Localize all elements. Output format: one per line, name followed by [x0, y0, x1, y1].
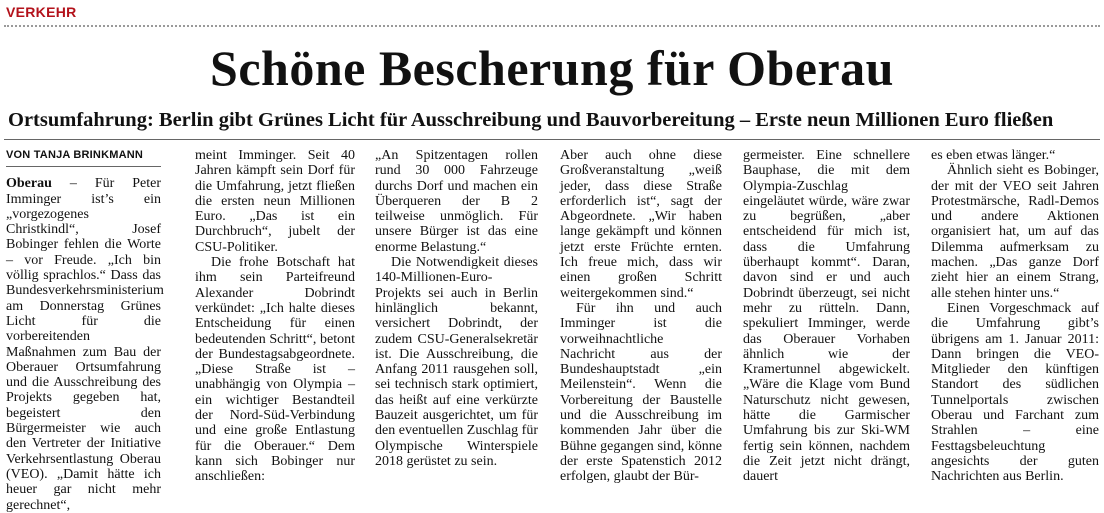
paragraph-text: – Für Peter Imminger ist’s ein „vorgezogenes Christkindl“, Josef Bobinger fehlen die Worte – vor Freude. „Ich bin völlig sprachlos.“ Dass das Bundesverkehrsministerium am Donnerstag Grünes Licht für die vorbereitenden Maßnahmen zum Bau der Oberauer Ortsumfahrung und die Ausschreibung des Projekts gegeben hat, begeistert den Bürgermeister wie auch den Vertreter der Initiative Verkehrsentlastung Oberau (VEO). „Damit hätte ich heuer gar nicht mehr gerechnet“, [6, 176, 164, 513]
paragraph: germeister. Eine schnellere Bauphase, die mit dem Olympia-Zuschlag eingeläutet würde, wäre zwar zu begrüßen, „aber entscheidend für mich ist, dass die Umfahrung überhaupt kommt“. Daran, davon sind er und auch Dobrindt überzeugt, sei nicht mehr zu rütteln. Dann, spekuliert Imminger, werde das Oberauer Vorhaben ähnlich wie der Kramertunnel abgewickelt. „Wäre die Klage vom Bund Naturschutz nicht gewesen, hätte die Garmischer Umfahrung bis zur Ski-WM fertig sein können, nachdem die Zeit jetzt nicht drängt, dauert [743, 148, 910, 485]
paragraph: „An Spitzentagen rollen rund 30 000 Fahrzeuge durchs Dorf und machen ein Überqueren der B 2 teilweise unmöglich. Für unsere Bürger ist das eine enorme Belastung.“ [375, 148, 538, 255]
rubric-label: VERKEHR [6, 4, 77, 20]
paragraph: Die Notwendigkeit dieses 140-Millionen-Euro-Projekts sei auch in Berlin hinlänglich bekannt, versichert Dobrindt, der zudem CSU-Generalsekretär ist. Die Ausschreibung, die Anfang 2011 rausgehen soll, sei technisch stark optimiert, das heißt auf eine verkürzte Bauzeit ausgerichtet, um für den eventuellen Zuschlag für Olympische Winterspiele 2018 gerüstet zu sein. [375, 255, 538, 469]
text-column-1 [6, 148, 164, 513]
paragraph: Für ihn und auch Imminger ist die vorweihnachtliche Nachricht aus der Bundeshauptstadt „ein Meilenstein“. Wenn die Vorbereitung der Baustelle und die Ausschreibung im kommenden Jahr über die Bühne gegangen sind, könne der erste Spatenstich 2012 erfolgen, glaubt der Bür- [560, 300, 722, 485]
paragraph: es eben etwas länger.“ [931, 148, 1056, 163]
paragraph: Einen Vorgeschmack auf die Umfahrung gibt’s übrigens am 1. Januar 2011: Dann bringen die VEO-Mitglieder den künftigen Standort des südlichen Tunnelportals zwischen Oberau und Farchant zum Strahlen – eine Festtagsbeleuchtung angesichts der guten Nachrichten aus Berlin. [931, 300, 1099, 485]
paragraph: Ähnlich sieht es Bobinger, der mit der VEO seit Jahren Protestmärsche, Radl-Demos und andere Aktionen organisiert hat, um auf das Dilemma aufmerksam zu machen. „Das ganze Dorf zieht hier an einem Strang, alle stehen hinter uns.“ [931, 163, 1099, 301]
text-column-2 [195, 148, 355, 485]
headline-rule [4, 139, 1100, 140]
article-headline: Schöne Bescherung für Oberau [210, 40, 894, 96]
dateline: Oberau [6, 176, 52, 192]
text-column-4 [560, 148, 722, 485]
text-column-3 [375, 148, 538, 469]
paragraph: Die frohe Botschaft hat ihm sein Parteifreund Alexander Dobrindt verkündet: „Ich halte dieses Entscheidung für einen bedeutenden Schritt“, betont der Bundestagsabgeordnete. „Diese Straße ist – unabhängig von Olympia – ein wichtiger Bestandteil der Nord-Süd-Verbindung und eine große Entlastung für die Oberauer.“ Dem kann sich Bobinger nur anschließen: [195, 255, 355, 485]
byline: VON TANJA BRINKMANN [6, 148, 161, 167]
text-column-6 [931, 148, 1099, 485]
article-subheadline: Ortsumfahrung: Berlin gibt Grünes Licht für Ausschreibung und Bauvorbereitung – Erste neun Millionen Euro fließen [8, 109, 1054, 131]
paragraph: meint Imminger. Seit 40 Jahren kämpft sein Dorf für die Umfahrung, jetzt fließen die ersten neun Millionen Euro. „Das ist ein Durchbruch“, jubelt der CSU-Politiker. [195, 148, 355, 255]
text-column-5 [743, 148, 910, 485]
paragraph: Aber auch ohne diese Großveranstaltung „weiß jeder, dass diese Straße erforderlich ist“, sagt der Abgeordnete. „Wir haben lange gekämpft und können jetzt erste Früchte ernten. Ich freue mich, dass wir einen großen Schritt weitergekommen sind.“ [560, 148, 722, 301]
section-rubric [4, 3, 1100, 27]
paragraph [6, 176, 164, 513]
